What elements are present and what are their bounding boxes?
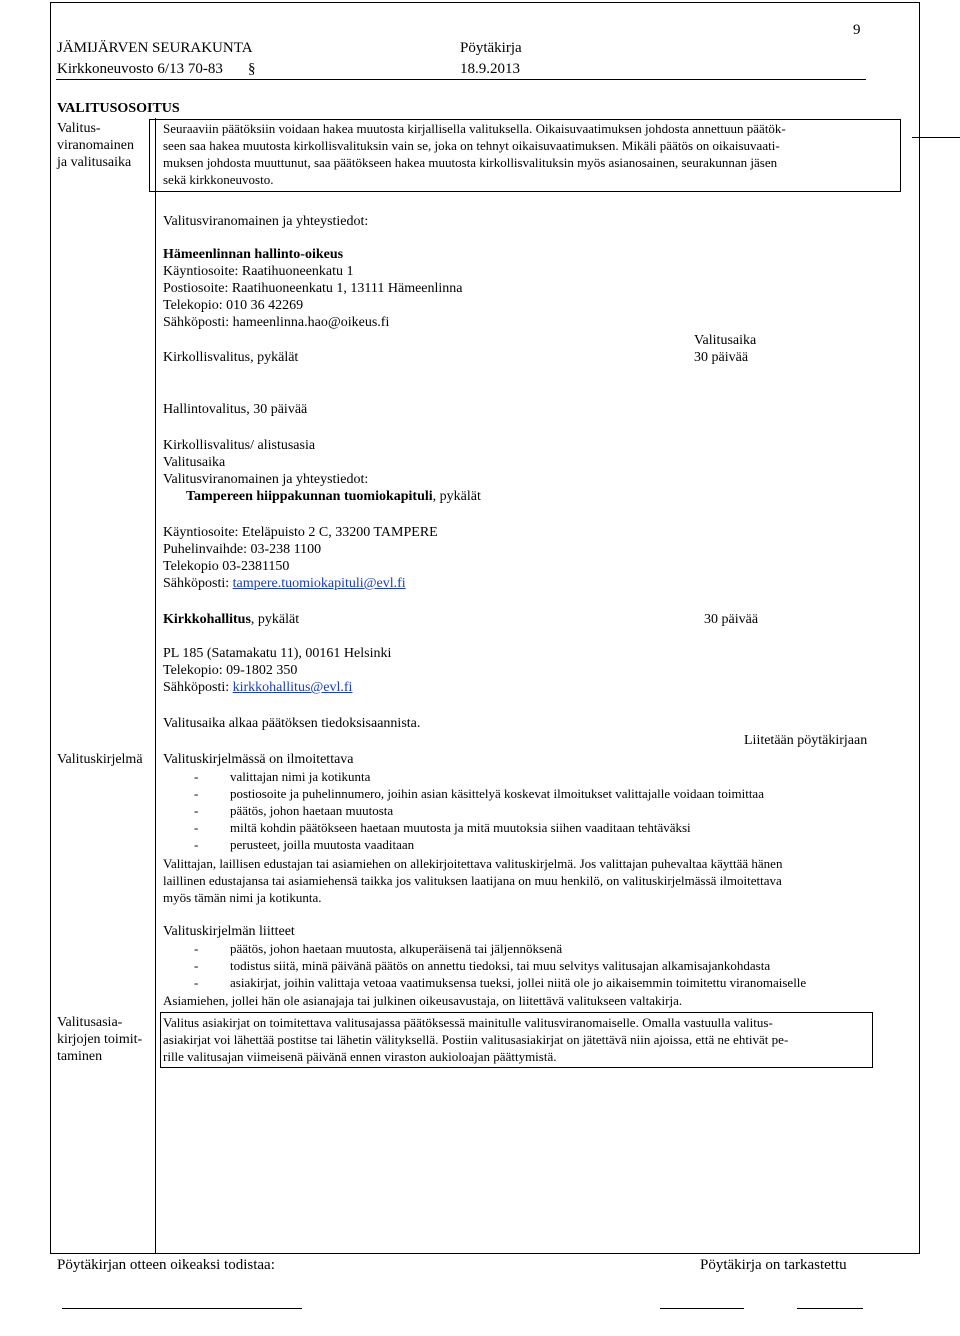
authority-heading: Valitusviranomainen ja yhteystiedot: bbox=[163, 214, 369, 229]
attachment-item: - asiakirjat, joihin valittaja vetoaa vaatimuksensa tueksi, jollei niitä ole jo aikaisemmin toimitettu viranomaiselle bbox=[194, 975, 807, 990]
alistus-line3: Valitusviranomainen ja yhteystiedot: bbox=[163, 472, 369, 487]
chapter-name: Tampereen hiippakunnan tuomiokapituli bbox=[186, 489, 433, 504]
delivery-box-right bbox=[872, 1012, 873, 1068]
appeal-letter-item: - perusteet, joilla muutosta vaaditaan bbox=[194, 837, 415, 852]
kirkollisvalitus-time: 30 päivää bbox=[694, 350, 749, 365]
header-meeting: Kirkkoneuvosto 6/13 70-83 bbox=[57, 61, 223, 77]
representative-note: Asiamiehen, jollei hän ole asianajaja tai julkinen oikeusavustaja, on liitettävä valitukseen valtakirja. bbox=[163, 993, 683, 1008]
time-start-note: Valitusaika alkaa päätöksen tiedoksisaannista. bbox=[163, 716, 421, 731]
header-rule bbox=[56, 79, 866, 80]
header-doc-type: Pöytäkirja bbox=[460, 40, 522, 56]
intro-line: sekä kirkkoneuvosto. bbox=[163, 172, 274, 187]
kirkkohallitus-fax: Telekopio: 09-1802 350 bbox=[163, 663, 298, 678]
attached-note: Liitetään pöytäkirjaan bbox=[744, 733, 868, 748]
kirkkohallitus-email-label: Sähköposti: bbox=[163, 680, 233, 695]
chapter-line bbox=[186, 489, 481, 505]
column-divider bbox=[155, 118, 156, 1253]
chapter-visit-address: Käyntiosoite: Eteläpuisto 2 C, 33200 TAMPERE bbox=[163, 525, 438, 540]
side-label-delivery-2: kirjojen toimit- bbox=[57, 1032, 143, 1047]
appeal-letter-item: - valittajan nimi ja kotikunta bbox=[194, 769, 371, 784]
attachments-heading: Valituskirjelmän liitteet bbox=[163, 924, 295, 939]
chapter-email-link[interactable]: tampere.tuomiokapituli@evl.fi bbox=[232, 576, 406, 591]
footer-checked: Pöytäkirja on tarkastettu bbox=[700, 1257, 847, 1273]
frame-bottom bbox=[50, 1253, 920, 1254]
signature-line-checker-2 bbox=[797, 1308, 863, 1309]
intro-line: muksen johdosta muuttunut, saa päätökseen hakea muutosta kirkollisvalituksin myös asianosainen, seurakunnan jäsen bbox=[163, 155, 778, 170]
chapter-email-label: Sähköposti: bbox=[163, 576, 233, 591]
header-section-mark: § bbox=[248, 61, 256, 77]
delivery-box-left bbox=[160, 1012, 161, 1068]
kirkollisvalitus-label: Kirkollisvalitus, pykälät bbox=[163, 350, 299, 365]
side-label-authority-2: viranomainen bbox=[57, 138, 134, 153]
attachment-item-text: asiakirjat, joihin valittaja vetoaa vaatimuksensa tueksi, jollei niitä ole jo aikaisemmin toimitettu viranomaiselle bbox=[230, 975, 807, 990]
signature-line-certify bbox=[62, 1308, 302, 1309]
appeal-letter-item-text: miltä kohdin päätökseen haetaan muutosta ja mitä muutoksia siihen vaaditaan tehtäväksi bbox=[230, 820, 691, 835]
attachment-item-text: todistus siitä, minä päivänä päätös on annettu tiedoksi, tai muu selvitys valitusajan alkamisajankohdasta bbox=[230, 958, 771, 973]
intro-line: seen saa hakea muutosta kirkollisvalituksin vain se, joka on tehnyt oikaisuvaatimuksen. Mikäli päätös on oikaisuvaati- bbox=[163, 138, 780, 153]
signature-text: myös tämän nimi ja kotikunta. bbox=[163, 890, 322, 905]
appeal-letter-item: - miltä kohdin päätökseen haetaan muutosta ja mitä muutoksia siihen vaaditaan tehtäväksi bbox=[194, 820, 691, 835]
side-label-delivery-1: Valitusasia- bbox=[57, 1015, 123, 1030]
intro-box-bottom bbox=[149, 191, 901, 192]
kirkkohallitus-name: Kirkkohallitus bbox=[163, 612, 251, 627]
right-margin-mark bbox=[912, 137, 960, 138]
signature-text: Valittajan, laillisen edustajan tai asiamiehen on allekirjoitettava valituskirjelmä. Jos valittajan puhevaltaa käyttää hänen bbox=[163, 856, 783, 871]
appeal-letter-intro: Valituskirjelmässä on ilmoitettava bbox=[163, 752, 354, 767]
attachment-item: - todistus siitä, minä päivänä päätös on annettu tiedoksi, tai muu selvitys valitusajan alkamisajankohdasta bbox=[194, 958, 771, 973]
intro-line: Seuraaviin päätöksiin voidaan hakea muutosta kirjallisella valituksella. Oikaisuvaatimuksen johdosta annettuun päätök- bbox=[163, 121, 786, 136]
court-fax: Telekopio: 010 36 42269 bbox=[163, 298, 304, 313]
appeal-letter-item-text: perusteet, joilla muutosta vaaditaan bbox=[230, 837, 415, 852]
kirkkohallitus-email-link[interactable]: kirkkohallitus@evl.fi bbox=[232, 680, 353, 695]
side-label-delivery-3: taminen bbox=[57, 1049, 103, 1064]
court-name: Hämeenlinnan hallinto-oikeus bbox=[163, 247, 344, 262]
intro-box-right bbox=[900, 119, 901, 192]
chapter-tail: , pykälät bbox=[432, 489, 481, 504]
side-label-authority-3: ja valitusaika bbox=[57, 155, 132, 170]
delivery-line: asiakirjat voi lähettää postitse tai lähetin välityksellä. Postiin valitusasiakirjat on jätettävä niin ajoissa, että ne ehtivät pe- bbox=[163, 1032, 789, 1047]
kirkkohallitus-time: 30 päivää bbox=[704, 612, 759, 627]
appeal-letter-item-text: postiosoite ja puhelinnumero, joihin asian käsittelyä koskevat ilmoitukset valittajalle voidaan toimittaa bbox=[230, 786, 764, 801]
attachment-item: - päätös, johon haetaan muutosta, alkuperäisenä tai jäljennöksenä bbox=[194, 941, 563, 956]
time-header: Valitusaika bbox=[694, 333, 757, 348]
attachment-item-text: päätös, johon haetaan muutosta, alkuperäisenä tai jäljennöksenä bbox=[230, 941, 563, 956]
delivery-box-top bbox=[160, 1012, 873, 1013]
alistus-line2: Valitusaika bbox=[163, 455, 226, 470]
appeal-letter-item: - postiosoite ja puhelinnumero, joihin asian käsittelyä koskevat ilmoitukset valittajalle voidaan toimittaa bbox=[194, 786, 764, 801]
signature-line-checker-1 bbox=[660, 1308, 744, 1309]
kirkkohallitus-email-line bbox=[163, 680, 352, 696]
appeal-letter-item: - päätös, johon haetaan muutosta bbox=[194, 803, 394, 818]
kirkkohallitus-post: PL 185 (Satamakatu 11), 00161 Helsinki bbox=[163, 646, 392, 661]
intro-box-top bbox=[149, 119, 901, 120]
kirkkohallitus-line bbox=[163, 612, 299, 628]
page-number: 9 bbox=[853, 22, 861, 38]
delivery-line: rille valitusajan viimeisenä päivänä ennen viraston aukioloajan päättymistä. bbox=[163, 1049, 557, 1064]
signature-text: laillinen edustajansa tai asiamiehensä taikka jos valituksen laatijana on muu henkilö, on valituskirjelmässä ilmoitettava bbox=[163, 873, 782, 888]
court-visit-address: Käyntiosoite: Raatihuoneenkatu 1 bbox=[163, 264, 354, 279]
side-label-appeal-letter: Valituskirjelmä bbox=[57, 752, 143, 767]
hallintovalitus-label: Hallintovalitus, 30 päivää bbox=[163, 402, 308, 417]
appeal-letter-item-text: päätös, johon haetaan muutosta bbox=[230, 803, 394, 818]
frame-top bbox=[50, 2, 920, 3]
delivery-box-bottom bbox=[160, 1067, 873, 1068]
chapter-fax: Telekopio 03-2381150 bbox=[163, 559, 290, 574]
court-email: Sähköposti: hameenlinna.hao@oikeus.fi bbox=[163, 315, 390, 330]
alistus-line1: Kirkollisvalitus/ alistusasia bbox=[163, 438, 316, 453]
delivery-line: Valitus asiakirjat on toimitettava valitusajassa päätöksessä mainitulle valitusviranomaiselle. Omalla vastuulla valitus- bbox=[163, 1015, 773, 1030]
header-date: 18.9.2013 bbox=[460, 61, 520, 77]
section-title: VALITUSOSOITUS bbox=[57, 101, 180, 116]
chapter-email-line bbox=[163, 576, 406, 592]
appeal-letter-item-text: valittajan nimi ja kotikunta bbox=[230, 769, 371, 784]
court-post-address: Postiosoite: Raatihuoneenkatu 1, 13111 Hämeenlinna bbox=[163, 281, 463, 296]
kirkkohallitus-tail: , pykälät bbox=[250, 612, 300, 627]
header-org: JÄMIJÄRVEN SEURAKUNTA bbox=[57, 40, 253, 56]
footer-certify: Pöytäkirjan otteen oikeaksi todistaa: bbox=[57, 1257, 275, 1273]
frame-left bbox=[50, 2, 51, 1254]
side-label-authority-1: Valitus- bbox=[57, 121, 101, 136]
chapter-phone: Puhelinvaihde: 03-238 1100 bbox=[163, 542, 322, 557]
intro-box-left bbox=[149, 119, 150, 192]
frame-right bbox=[919, 2, 920, 1254]
